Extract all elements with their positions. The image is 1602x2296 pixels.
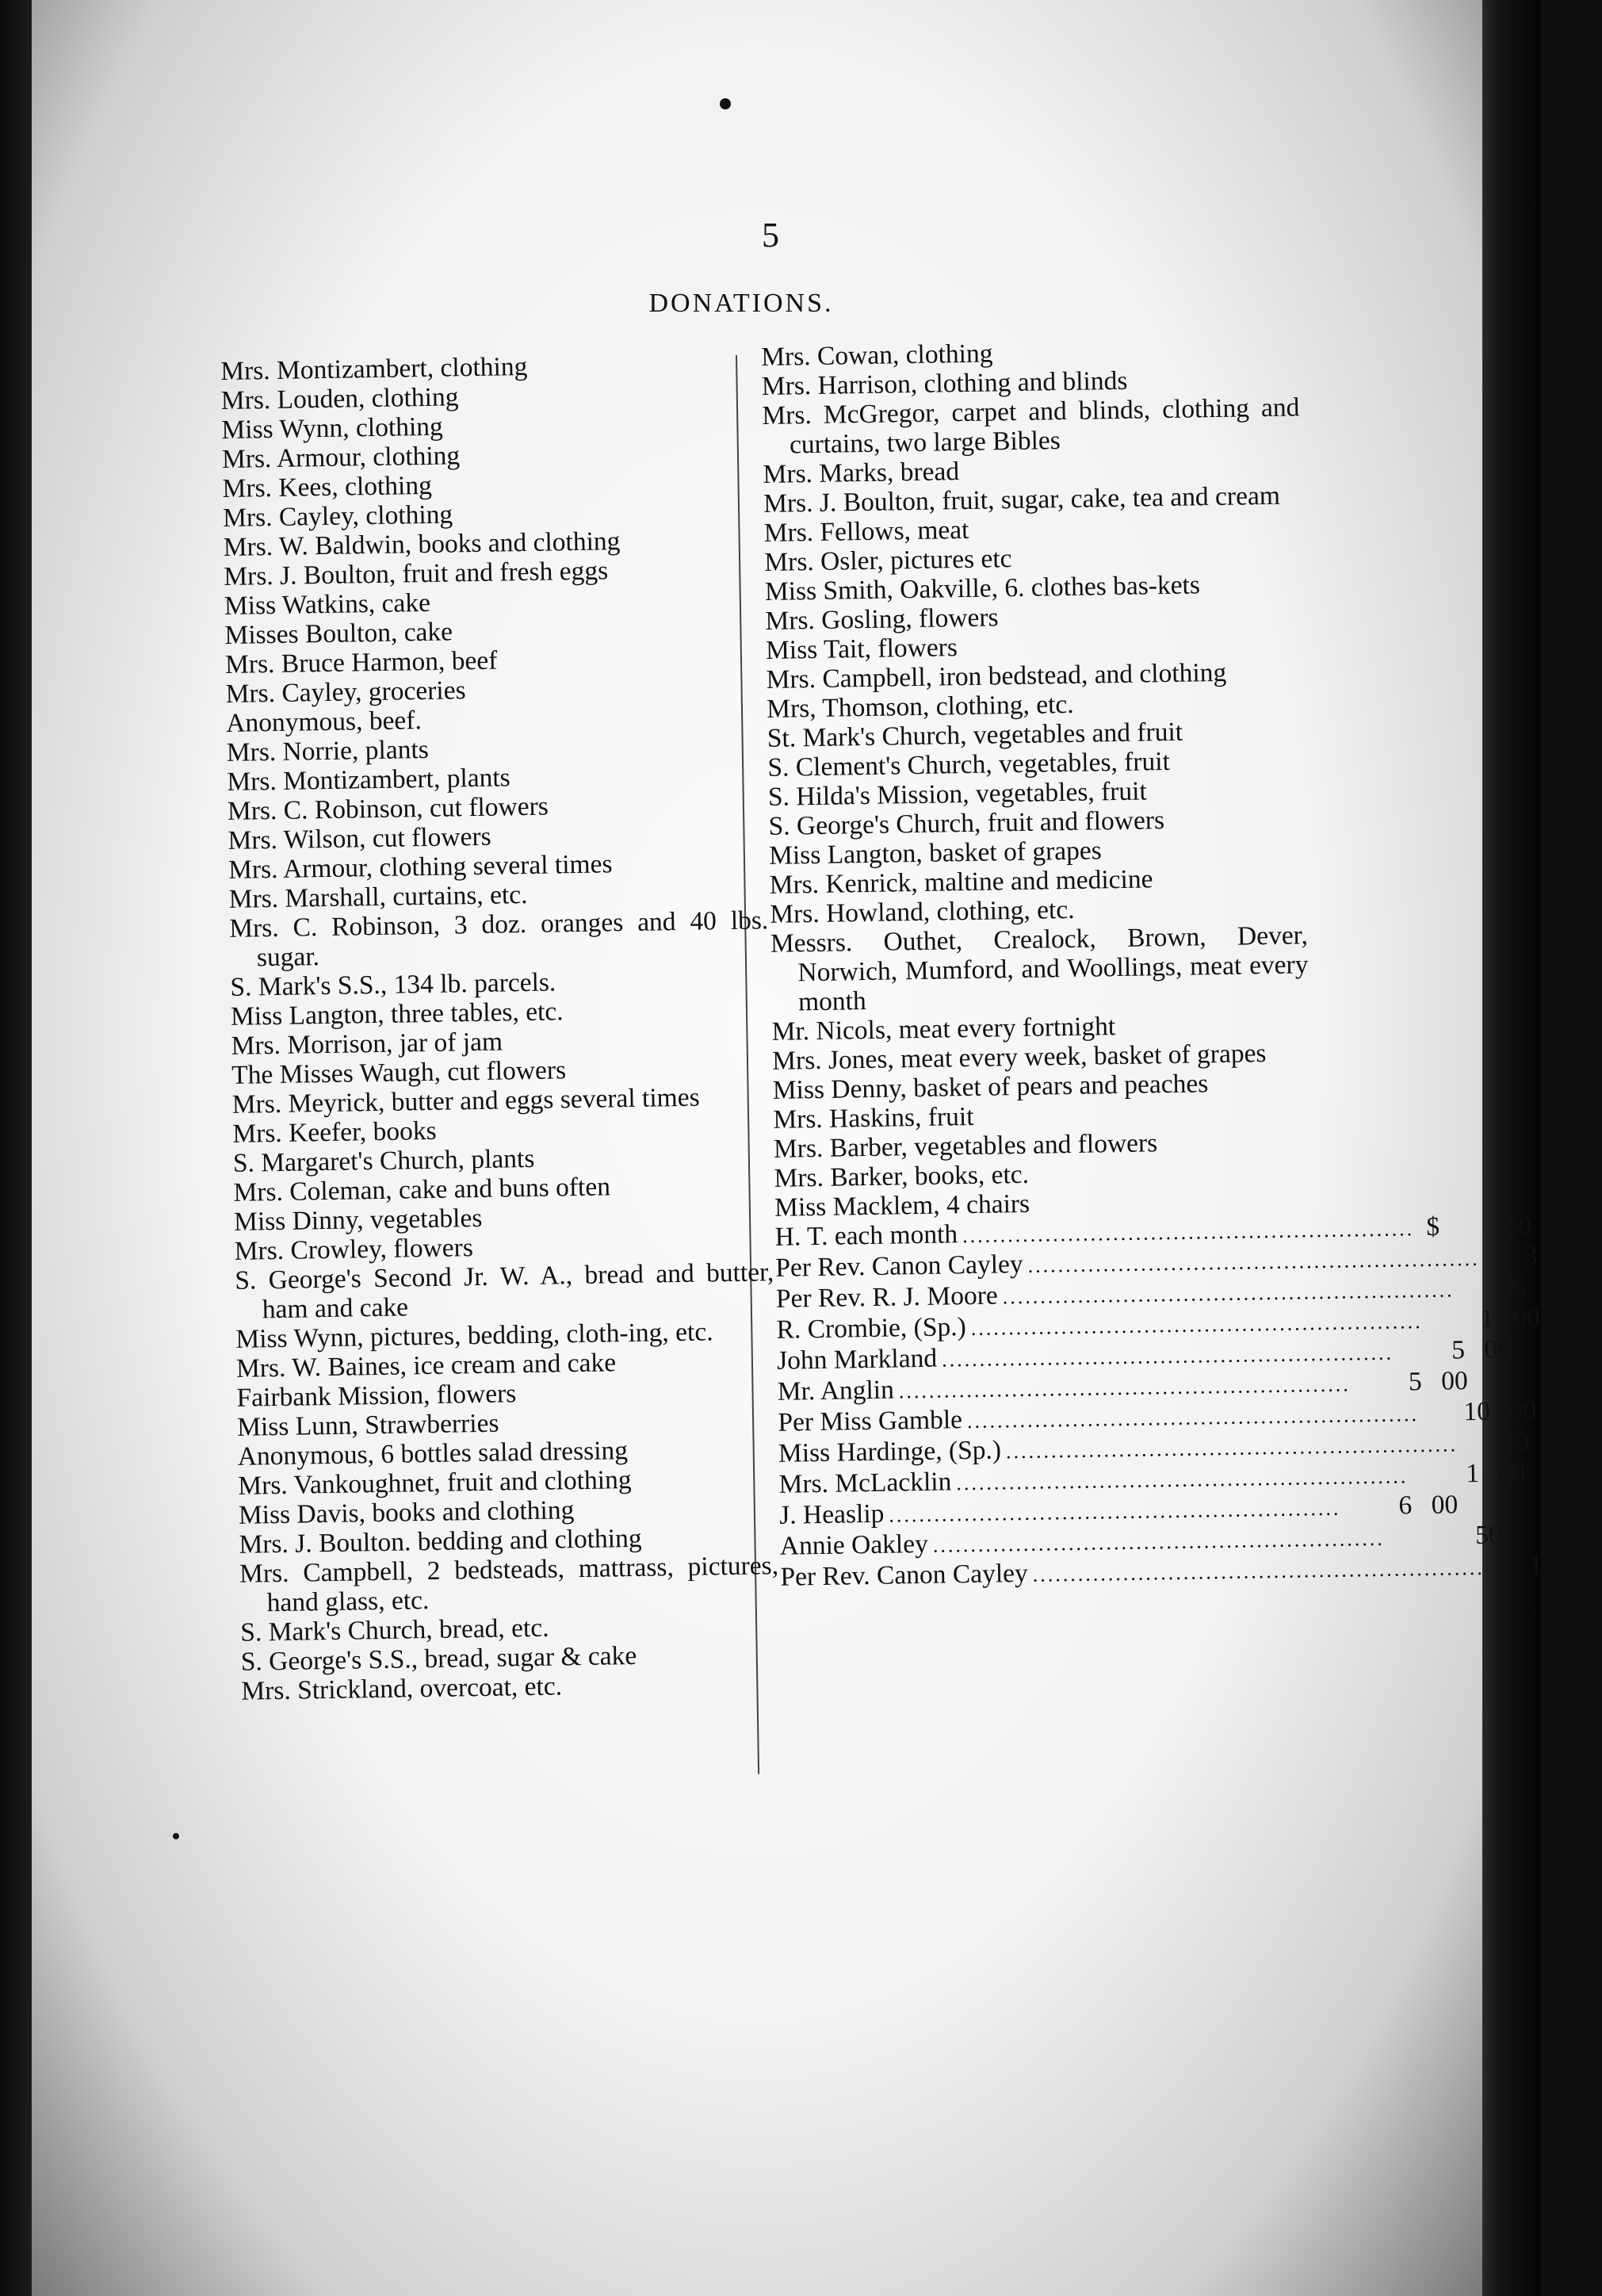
donation-entry: Mrs. Louden, clothing xyxy=(220,382,459,415)
donation-entry: Mrs. Kees, clothing xyxy=(222,470,433,503)
amount-dollars: 5 xyxy=(1451,1335,1466,1365)
amount-cents: 00 xyxy=(1548,1426,1576,1456)
donor-name: R. Crombie, (Sp.) xyxy=(776,1312,966,1345)
amount-cents: 50 xyxy=(1574,1549,1602,1580)
ink-speck xyxy=(720,98,731,109)
amount-cents: 00 xyxy=(1484,1334,1512,1364)
amount-dollars: 1 xyxy=(1466,1458,1480,1489)
dot-leader: ............................................................ xyxy=(1027,1246,1480,1277)
donation-entry: Mrs. Barber, vegetables and flowers xyxy=(773,1128,1158,1164)
amount-dollars: 10 xyxy=(1502,1426,1530,1457)
donation-entry: S. Clement's Church, vegetables, fruit xyxy=(767,746,1171,783)
donation-entry: Mrs. Meyrick, butter and eggs several times xyxy=(231,1082,700,1119)
donation-entry: Mrs. Harrison, clothing and blinds xyxy=(761,365,1128,401)
donation-entry: Mrs. Osler, pictures etc xyxy=(764,544,1012,577)
donor-name: Mrs. McLacklin xyxy=(778,1467,952,1499)
donation-entry: Mrs. Marks, bread xyxy=(763,457,960,489)
donation-entry: Mr. Nicols, meat every fortnight xyxy=(771,1012,1116,1047)
amount-cents: 13 xyxy=(1544,1272,1572,1302)
donation-entry: Mrs. Campbell, 2 bedsteads, mattrass, pictures, hand glass, etc. xyxy=(239,1551,779,1618)
page-heading: DONATIONS. xyxy=(648,289,834,318)
donation-entry: Mrs, Thomson, clothing, etc. xyxy=(766,689,1074,724)
amount-dollars: 6 xyxy=(1398,1490,1413,1521)
donation-entry: S. George's Second Jr. W. A., bread and butter, ham and cake xyxy=(235,1257,774,1325)
donation-entry: Miss Langton, basket of grapes xyxy=(768,836,1103,871)
dot-leader: ............................................................ xyxy=(1032,1556,1485,1586)
donation-entry: Mrs. Cayley, groceries xyxy=(225,675,466,709)
donation-entry: Mrs. J. Boulton, fruit and fresh eggs xyxy=(224,556,609,591)
donation-entry: Fairbank Mission, flowers xyxy=(236,1379,517,1413)
amount-cents: 00 xyxy=(1498,1458,1526,1488)
amount-dollars: 10 xyxy=(1528,1550,1556,1580)
donation-entry: Mrs. Armour, clothing xyxy=(221,441,461,474)
donation-entry: Anonymous, beef. xyxy=(225,706,422,738)
donation-entry: The Misses Waugh, cut flowers xyxy=(231,1055,567,1090)
donation-entry: Mrs. W. Baines, ice cream and cake xyxy=(235,1348,617,1383)
donation-entry: Mrs. Strickland, overcoat, etc. xyxy=(241,1671,563,1706)
donation-entry: Miss Wynn, pictures, bedding, cloth-ing, etc. xyxy=(235,1317,713,1354)
donation-entry: Mrs. W. Baldwin, books and clothing xyxy=(223,526,621,562)
donor-name: Per Miss Gamble xyxy=(778,1405,963,1437)
amount-cents: 00 xyxy=(1431,1490,1459,1520)
donation-entry: Mrs. Montizambert, clothing xyxy=(220,351,528,386)
amount-dollars: 5 xyxy=(1408,1367,1423,1397)
donation-entry: Messrs. Outhet, Crealock, Brown, Dever, Norwich, Mumford, and Woollings, meat every month xyxy=(770,920,1309,1017)
donor-name: Per Rev. Canon Cayley xyxy=(780,1558,1029,1592)
donation-entry: Mrs. Jones, meat every week, basket of grapes xyxy=(771,1039,1267,1076)
donation-entry: Mrs. Keefer, books xyxy=(232,1115,437,1149)
dot-leader: ............................................................ xyxy=(956,1464,1409,1495)
donations-left-column xyxy=(220,348,781,1705)
donation-entry: Mrs. J. Boulton. bedding and clothing xyxy=(239,1523,642,1559)
donation-entry: S. Margaret's Church, plants xyxy=(232,1143,535,1178)
donation-entry: Miss Watkins, cake xyxy=(224,587,431,621)
dot-leader: ............................................................ xyxy=(941,1341,1394,1372)
donation-entry: Mrs. Barker, books, etc. xyxy=(774,1159,1030,1193)
amount-cents: 00 xyxy=(1509,1395,1537,1426)
donation-entry: Mrs. McGregor, carpet and blinds, clothing and curtains, two large Bibles xyxy=(762,392,1300,460)
donation-entry: Mrs. Haskins, fruit xyxy=(773,1101,974,1135)
donation-entry: S. George's Church, fruit and flowers xyxy=(768,806,1165,841)
donor-name: Per Rev. Canon Cayley xyxy=(775,1249,1023,1283)
donor-name: Annie Oakley xyxy=(779,1529,929,1561)
donation-entry: Mrs. Bruce Harmon, beef xyxy=(224,645,498,679)
donation-entry: Mrs. Wilson, cut flowers xyxy=(227,821,491,855)
donation-entry: Mrs. Vankoughnet, fruit and clothing xyxy=(238,1465,632,1501)
donor-name: John Markland xyxy=(776,1343,938,1376)
donation-entry: Miss Dinny, vegetables xyxy=(233,1203,483,1237)
donation-entry: Mrs. J. Boulton, fruit, sugar, cake, tea and cream xyxy=(763,480,1281,519)
amount-cents: 00 xyxy=(1512,1303,1540,1334)
dot-leader: ............................................................ xyxy=(1002,1278,1455,1309)
donation-entry: Miss Smith, Oakville, 6. clothes bas-kets xyxy=(764,570,1201,607)
donation-entry: Mrs. Morrison, jar of jam xyxy=(231,1027,503,1061)
donation-entry: Mrs. Cowan, clothing xyxy=(761,339,993,372)
amount-dollars: 10 xyxy=(1463,1396,1491,1427)
donation-entry: Miss Denny, basket of pears and peaches xyxy=(772,1069,1209,1105)
amount-cents: 50 xyxy=(1474,1520,1503,1551)
dot-leader: ............................................................ xyxy=(932,1526,1386,1557)
amount-cents: 45 xyxy=(1570,1240,1597,1271)
donation-entry: Mrs. C. Robinson, cut flowers xyxy=(227,791,549,826)
donation-entry: Miss Lunn, Strawberries xyxy=(236,1408,499,1442)
donation-entry: Mrs. Howland, clothing, etc. xyxy=(770,894,1075,929)
ink-speck xyxy=(173,1833,179,1839)
donation-entry: Mrs. Marshall, curtains, etc. xyxy=(228,879,528,914)
dollar-sign: $ xyxy=(1426,1211,1440,1242)
donation-entry: Anonymous, 6 bottles salad dressing xyxy=(237,1436,629,1471)
dot-leader: ............................................................ xyxy=(962,1217,1415,1248)
donation-entry: Miss Wynn, clothing xyxy=(221,411,444,445)
donation-entry: Miss Macklem, 4 chairs xyxy=(774,1188,1030,1223)
donation-entry: Miss Langton, three tables, etc. xyxy=(230,997,564,1031)
donation-entry: S. Mark's S.S., 134 lb. parcels. xyxy=(230,967,556,1002)
in-kind-donations-list xyxy=(761,334,1312,1223)
donation-entry: Mrs. Gosling, flowers xyxy=(765,603,999,636)
amount-dollars: 1 xyxy=(1480,1303,1494,1334)
amount-dollars: 31 xyxy=(1524,1241,1551,1272)
donation-entry: S. Mark's Church, bread, etc. xyxy=(239,1613,549,1647)
donation-entry: Mrs. Montizambert, plants xyxy=(227,763,510,797)
donor-name: Miss Hardinge, (Sp.) xyxy=(778,1435,1002,1468)
dot-leader: ............................................................ xyxy=(970,1310,1423,1340)
dot-leader: ............................................................ xyxy=(966,1402,1420,1433)
donation-entry: Misses Boulton, cake xyxy=(224,617,453,650)
donation-entry: S. Hilda's Mission, vegetables, fruit xyxy=(767,776,1148,812)
donor-name: Mr. Anglin xyxy=(777,1375,895,1406)
dot-leader: ............................................................ xyxy=(889,1496,1341,1527)
donation-entry: Mrs. Norrie, plants xyxy=(226,734,430,767)
dot-leader: ............................................................ xyxy=(1005,1433,1459,1464)
page-number: 5 xyxy=(762,216,779,254)
dot-leader: ............................................................ xyxy=(898,1372,1352,1403)
donation-entry: Mrs. Kenrick, maltine and medicine xyxy=(769,864,1153,900)
donor-name: H. T. each month xyxy=(774,1219,958,1252)
donor-name: J. Heaslip xyxy=(778,1498,885,1530)
amount-cents: 50 xyxy=(1505,1210,1532,1241)
donation-entry: Mrs. C. Robinson, 3 doz. oranges and 40 lbs. sugar. xyxy=(229,905,769,973)
donation-entry: St. Mark's Church, vegetables and fruit xyxy=(767,717,1183,753)
donation-entry: Mrs. Cayley, clothing xyxy=(222,499,453,533)
donation-entry: Mrs. Campbell, iron bedstead, and clothing xyxy=(766,657,1227,695)
donation-entry: Miss Tait, flowers xyxy=(765,633,958,665)
donation-entry: Mrs. Fellows, meat xyxy=(763,515,969,548)
amount-dollars: 26 xyxy=(1498,1272,1526,1303)
amount-cents: 00 xyxy=(1440,1366,1469,1396)
cash-donations-list xyxy=(774,1210,1602,1594)
donation-entry: Miss Davis, books and clothing xyxy=(238,1495,575,1530)
donation-entry: S. George's S.S., bread, sugar & cake xyxy=(240,1640,637,1677)
donations-right-column xyxy=(761,334,1602,1593)
donation-entry: Mrs. Armour, clothing several times xyxy=(227,849,613,885)
donation-entry: Mrs. Crowley, flowers xyxy=(234,1233,474,1266)
donor-name: Per Rev. R. J. Moore xyxy=(775,1280,998,1314)
donation-entry: Mrs. Coleman, cake and buns often xyxy=(233,1172,611,1207)
